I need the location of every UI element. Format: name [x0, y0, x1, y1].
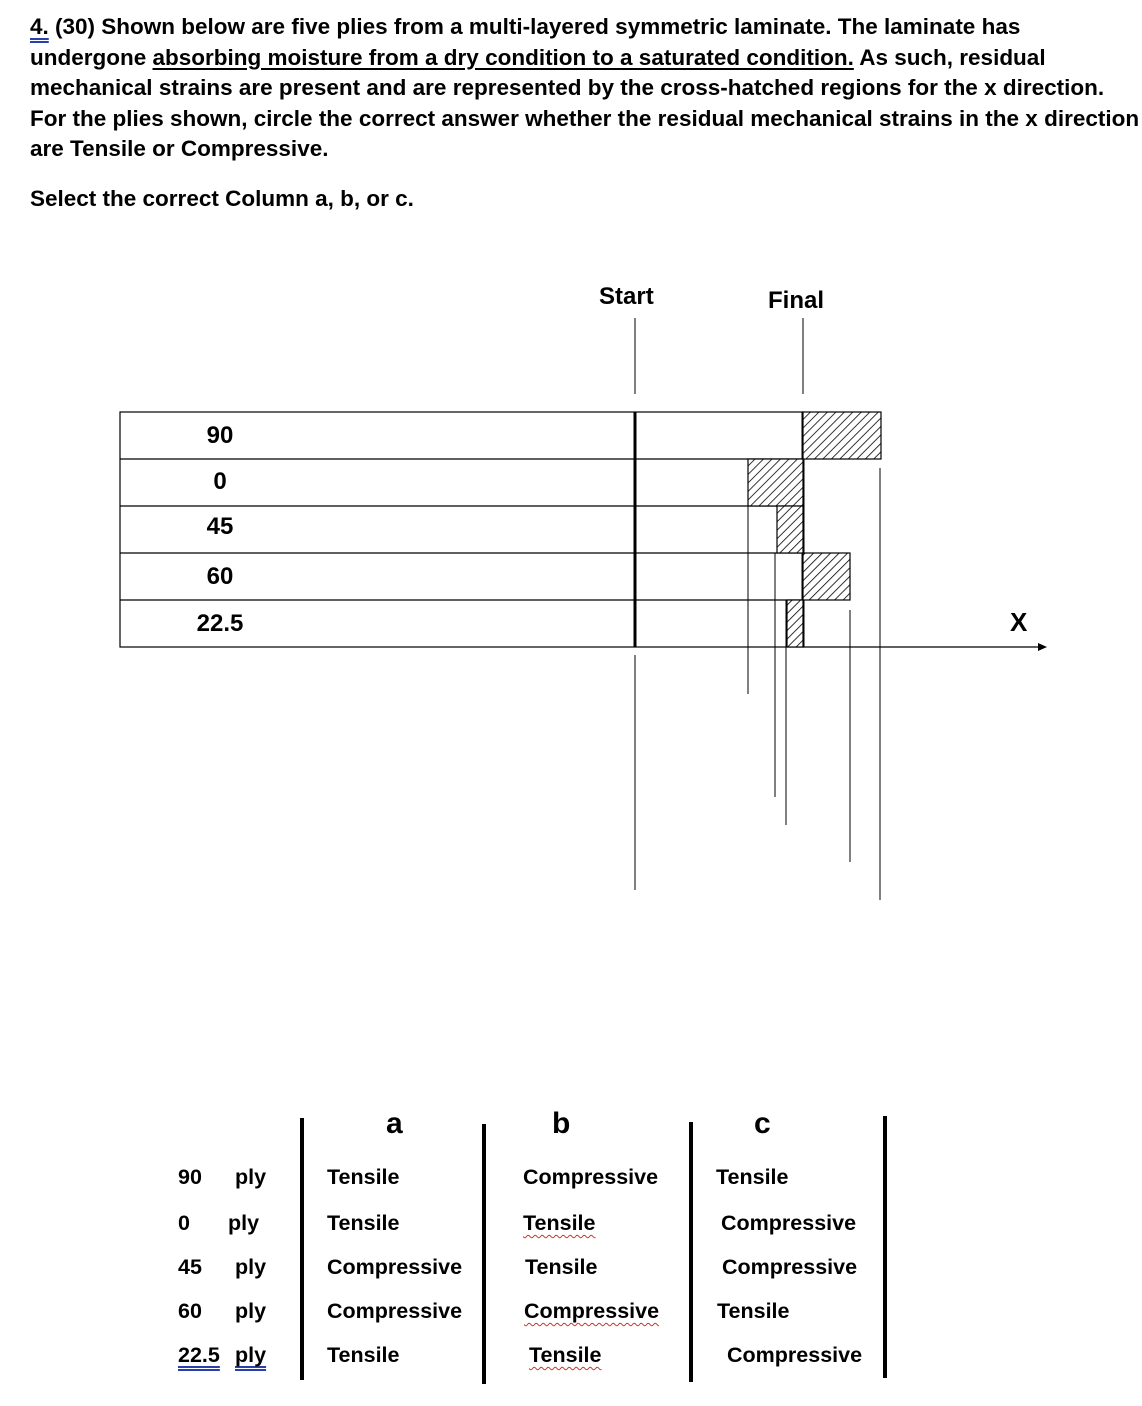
row-ply-word: ply [228, 1211, 260, 1235]
row-ply-number: 0 [178, 1211, 190, 1235]
column-divider [883, 1116, 887, 1378]
x-axis-arrow-icon [1038, 643, 1047, 651]
row-ply-number: 45 [178, 1255, 202, 1279]
answer-c[interactable]: Compressive [721, 1211, 857, 1235]
column-a-header[interactable]: a [386, 1107, 403, 1140]
column-divider [482, 1124, 486, 1384]
answer-a[interactable]: Compressive [327, 1255, 463, 1279]
answer-a[interactable]: Compressive [327, 1299, 463, 1323]
question-body-2: As such, residual mechanical strains are present and are represented by the cross-hatched regions for the x direction. For the plies shown, circle the correct answer whether the residual mechanical strains in the x direction are Tensile or Compressive. [30, 44, 1140, 161]
column-divider [300, 1118, 304, 1380]
row-ply-word: ply [235, 1165, 267, 1189]
row-ply-word: ply [235, 1299, 267, 1323]
column-c-header[interactable]: c [754, 1107, 771, 1140]
question-condition: absorbing moisture from a dry condition to a saturated condition. [152, 44, 854, 70]
answer-b[interactable]: Tensile [525, 1255, 598, 1279]
row-ply-number: 22.5 [178, 1343, 220, 1367]
ply-label-0: 0 [213, 468, 227, 495]
answer-c[interactable]: Tensile [717, 1299, 790, 1323]
column-b-header[interactable]: b [552, 1107, 571, 1140]
hatch-90-ply [803, 412, 881, 459]
row-ply-word: ply [235, 1255, 267, 1279]
row-ply-word: ply [235, 1343, 267, 1367]
answer-c[interactable]: Compressive [722, 1255, 858, 1279]
column-divider [689, 1122, 693, 1382]
select-instruction: Select the correct Column a, b, or c. [30, 186, 414, 211]
answer-a[interactable]: Tensile [327, 1165, 400, 1189]
answer-b[interactable]: Compressive [523, 1165, 659, 1189]
answer-b[interactable]: Compressive [524, 1299, 660, 1323]
answer-c[interactable]: Compressive [727, 1343, 863, 1367]
answer-a[interactable]: Tensile [327, 1343, 400, 1367]
ply-label-22.5: 22.5 [196, 610, 244, 637]
answer-c[interactable]: Tensile [716, 1165, 789, 1189]
hatch-22.5-ply [787, 600, 803, 647]
answer-a[interactable]: Tensile [327, 1211, 400, 1235]
hatch-0-ply [748, 459, 803, 506]
answer-b[interactable]: Tensile [523, 1211, 596, 1235]
row-ply-number: 60 [178, 1299, 202, 1323]
hatch-45-ply [777, 506, 803, 553]
row-ply-number: 90 [178, 1165, 202, 1189]
question-number: 4. [30, 14, 49, 39]
ply-label-90: 90 [206, 422, 234, 449]
question-body-1: (30) Shown below are five plies from a multi-layered symmetric laminate. The laminate has undergone [30, 14, 1021, 70]
start-label: Start [599, 283, 654, 310]
ply-label-45: 45 [206, 513, 234, 540]
ply-label-60: 60 [206, 563, 234, 590]
hatch-60-ply [803, 553, 850, 600]
answer-b[interactable]: Tensile [529, 1343, 602, 1367]
x-axis-label: X [1010, 607, 1028, 637]
final-label: Final [768, 287, 825, 314]
